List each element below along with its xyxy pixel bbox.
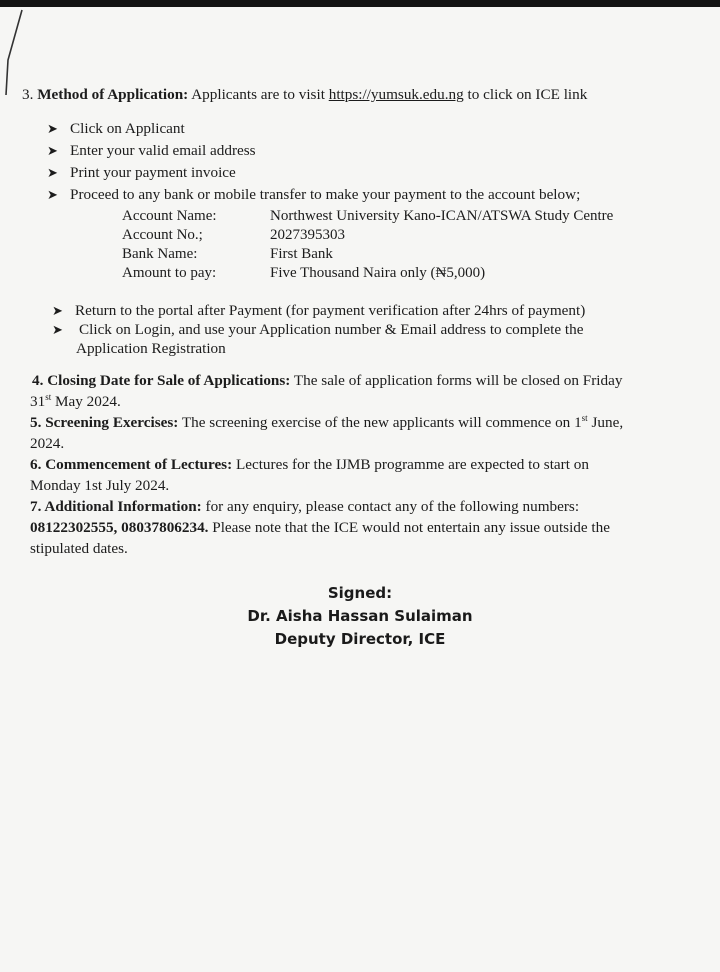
- section5-line: [30, 413, 623, 432]
- amount-label: Amount to pay:: [122, 265, 217, 281]
- section4-date: [30, 392, 121, 411]
- section6-line2: Monday 1st July 2024.: [30, 477, 170, 494]
- step-item: Proceed to any bank or mobile transfer to make your payment to the account below;: [70, 186, 581, 203]
- section3-line: [22, 85, 587, 104]
- section3-text: Applicants are to visit: [191, 86, 325, 103]
- bank-name-value: First Bank: [270, 246, 333, 262]
- section5-heading: 5. Screening Exercises:: [30, 414, 179, 431]
- section5-line2: 2024.: [30, 435, 65, 452]
- account-name-label: Account Name:: [122, 208, 217, 224]
- bullet-arrow-icon: ➤: [47, 121, 58, 136]
- account-name-value: Northwest University Kano-ICAN/ATSWA Study Centre: [270, 208, 614, 224]
- account-number-value: 2027395303: [270, 227, 345, 243]
- section3-number: 3.: [22, 86, 34, 103]
- bullet-arrow-icon: ➤: [47, 187, 58, 202]
- section6-heading: 6. Commencement of Lectures:: [30, 456, 233, 473]
- section6-line: [30, 455, 589, 474]
- post-step-item-continued: Application Registration: [76, 340, 226, 357]
- signed-label: Signed:: [327, 584, 393, 602]
- contact-numbers: 08122302555, 08037806234.: [30, 519, 209, 536]
- post-step-item: Click on Login, and use your Application number & Email address to complete the: [79, 321, 584, 338]
- step-item: Click on Applicant: [70, 120, 185, 137]
- closing-day-suffix: st: [45, 391, 52, 402]
- section4-text: The sale of application forms will be closed on Friday: [293, 372, 623, 389]
- closing-day: 31: [30, 393, 46, 410]
- section7-line3: stipulated dates.: [30, 540, 128, 557]
- section7-line: [30, 497, 579, 516]
- section7-text: for any enquiry, please contact any of the following numbers:: [205, 498, 580, 515]
- section4-heading: 4. Closing Date for Sale of Applications:: [32, 372, 291, 389]
- amount-value: Five Thousand Naira only (₦5,000): [270, 265, 486, 281]
- section5-suffix: st: [581, 412, 588, 423]
- account-number-label: Account No.;: [122, 227, 203, 243]
- bank-name-label: Bank Name:: [122, 246, 198, 262]
- bullet-arrow-icon: ➤: [47, 165, 58, 180]
- section7-text2: Please note that the ICE would not entertain any issue outside the: [212, 519, 610, 536]
- closing-month-year: May 2024.: [55, 393, 121, 410]
- step-item: Print your payment invoice: [70, 164, 236, 181]
- signatory-title: Deputy Director, ICE: [274, 630, 446, 648]
- section6-text: Lectures for the IJMB programme are expected to start on: [235, 456, 589, 473]
- section5-text-after: June,: [591, 414, 624, 431]
- section3-text-after: to click on ICE link: [467, 86, 588, 103]
- step-item: Enter your valid email address: [70, 142, 256, 159]
- scan-top-edge: [0, 0, 720, 7]
- section5-text: The screening exercise of the new applicants will commence on 1: [181, 414, 582, 431]
- signatory-name: Dr. Aisha Hassan Sulaiman: [247, 607, 473, 625]
- bullet-arrow-icon: ➤: [47, 143, 58, 158]
- section4-line: [32, 371, 622, 390]
- section3-heading: Method of Application:: [37, 86, 189, 103]
- section7-line2: [30, 518, 610, 537]
- section7-heading: 7. Additional Information:: [30, 498, 202, 515]
- application-link[interactable]: https://yumsuk.edu.ng: [328, 86, 464, 103]
- bullet-arrow-icon: ➤: [52, 322, 63, 337]
- post-step-item: Return to the portal after Payment (for payment verification after 24hrs of payment): [75, 302, 586, 319]
- bullet-arrow-icon: ➤: [52, 303, 63, 318]
